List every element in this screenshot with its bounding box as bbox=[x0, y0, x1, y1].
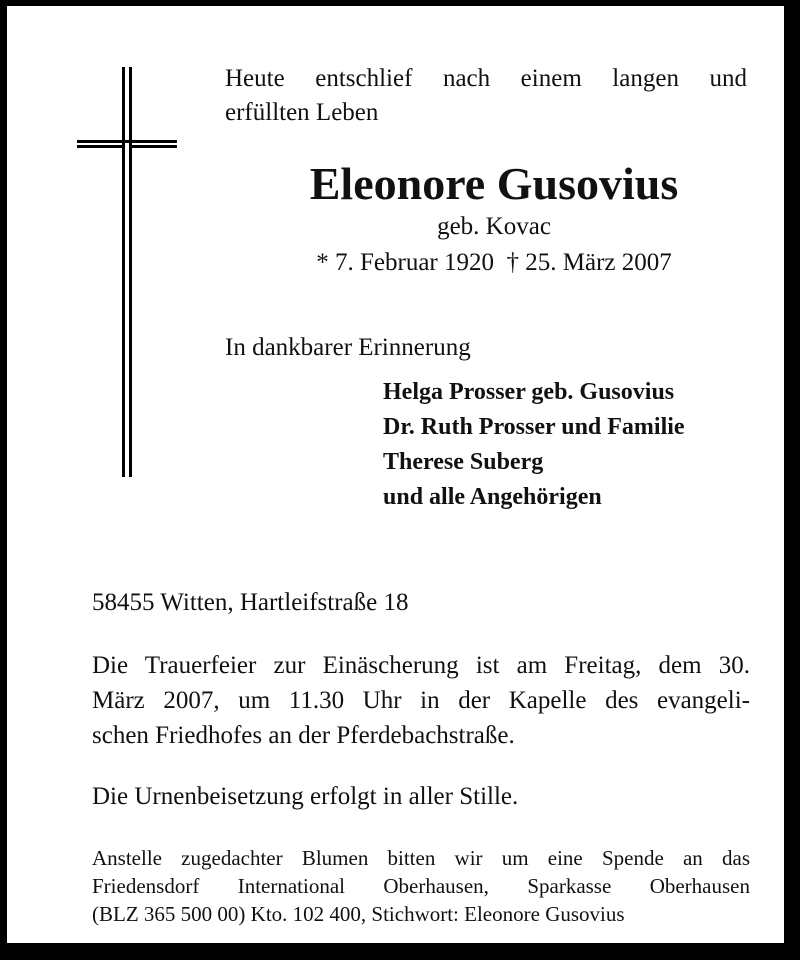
mourner: Helga Prosser geb. Gusovius bbox=[383, 379, 675, 405]
address: 58455 Witten, Hartleifstraße 18 bbox=[92, 589, 409, 616]
memory-text: In dankbarer Erinnerung bbox=[225, 334, 471, 361]
donation-line-3: (BLZ 365 500 00) Kto. 102 400, Stichwort: Eleonore Gusovius bbox=[92, 902, 625, 926]
ceremony-line-2: März 2007, um 11.30 Uhr in der Kapelle des evangeli- bbox=[92, 687, 750, 714]
mourner: und alle Angehörigen bbox=[383, 484, 602, 510]
intro-text bbox=[225, 62, 747, 130]
intro-line-2: erfüllten Leben bbox=[225, 99, 379, 126]
deceased-name: Eleonore Gusovius bbox=[309, 158, 679, 209]
life-dates: * 7. Februar 1920 † 25. März 2007 bbox=[316, 249, 672, 276]
intro-line-1: Heute entschlief nach einem langen und bbox=[225, 65, 747, 92]
urn-notice: Die Urnenbeisetzung erfolgt in aller Stille. bbox=[92, 783, 519, 810]
maiden-name: geb. Kovac bbox=[437, 213, 551, 240]
ceremony-notice bbox=[92, 648, 750, 753]
cross-icon bbox=[77, 67, 177, 477]
donation-line-2: Friedensdorf International Oberhausen, Sparkasse Oberhausen bbox=[92, 874, 750, 898]
mourner: Therese Suberg bbox=[383, 449, 544, 475]
ceremony-line-3: schen Friedhofes an der Pferdebachstraße. bbox=[92, 722, 515, 749]
donation-notice bbox=[92, 844, 750, 928]
donation-line-1: Anstelle zugedachter Blumen bitten wir um eine Spende an das bbox=[92, 846, 750, 870]
ceremony-line-1: Die Trauerfeier zur Einäscherung ist am Freitag, dem 30. bbox=[92, 652, 750, 679]
mourners-list bbox=[383, 375, 685, 515]
mourner: Dr. Ruth Prosser und Familie bbox=[383, 414, 685, 440]
